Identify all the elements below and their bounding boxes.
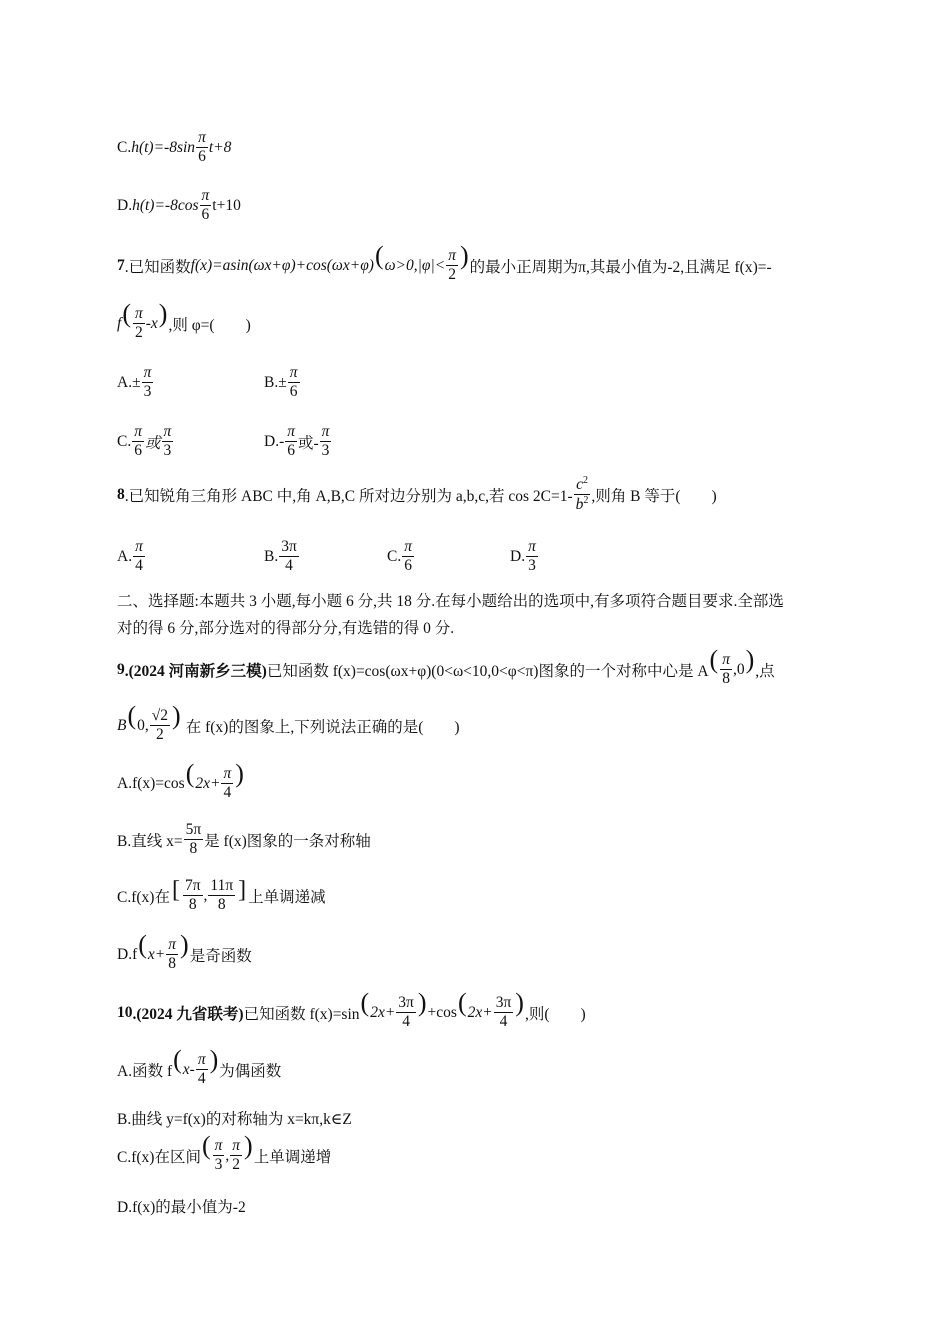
question-number: 9	[117, 660, 125, 678]
fraction: $\frac{\pi}{2}$	[134, 305, 143, 342]
section-heading: 二、选择题:本题共 3 小题,每小题 6 分,共 18 分.在每小题给出的选项中,有多项符合题目要求.全部选 对的得 6 分,部分选对的得部分分,有选错的得 0 分.	[117, 593, 784, 637]
question-number: 7	[117, 256, 125, 274]
option-c: C. $\frac{\pi}{6}$	[387, 538, 412, 575]
q8-stem: 8 .已知锐角三角形 ABC 中,角 A,B,C 所对边分别为 a,b,c,若 cos 2C=1- $\frac{c^2}{b^2}$ ,则角 B 等于( )	[117, 475, 717, 514]
q9-option-a: A.f(x)=cos ( 2x+ $\frac{\pi}{4}$ )	[117, 758, 244, 802]
fraction: $\frac{√2}{2}$	[151, 707, 169, 744]
q7-options-ab	[117, 365, 301, 401]
option-a: A. $\frac{\pi}{4}$	[117, 538, 143, 575]
q10-option-b: B.曲线 y=f(x)的对称轴为 x=kπ,k∈Z	[117, 1111, 352, 1128]
q6-option-d: D. h(t)=-8cos $\frac{\pi}{6}$ t+10	[117, 187, 241, 224]
q8-options	[117, 539, 539, 575]
question-source: .(2024 河南新乡三模)	[124, 662, 267, 680]
fraction: $\frac{\pi}{6}$	[201, 187, 210, 224]
fraction: $\frac{\pi}{8}$	[168, 936, 177, 973]
question-source: .(2024 九省联考)	[132, 1005, 244, 1023]
q10-option-d: D.f(x)的最小值为-2	[117, 1199, 246, 1216]
q9-option-b: B.直线 x= $\frac{5\pi}{8}$ 是 f(x)图象的一条对称轴	[117, 821, 371, 858]
fraction: $\frac{\pi}{8}$	[722, 651, 730, 688]
fraction: $\frac{\pi}{6}$	[198, 129, 206, 166]
q10-option-c: C.f(x)在区间 ( $\frac{\pi}{3}$ , $\frac{\pi}{2}$ ) 上单调递增	[117, 1130, 332, 1174]
q10-option-a: A.函数 f ( x- $\frac{\pi}{4}$ ) 为偶函数	[117, 1044, 282, 1088]
q9-option-d: D.f ( x+ $\frac{\pi}{8}$ ) 是奇函数	[117, 929, 252, 973]
option-d: D. $\frac{\pi}{3}$	[510, 538, 536, 575]
question-number: 10	[117, 1003, 133, 1021]
q9-stem-line1: 9 .(2024 河南新乡三模) 已知函数 f(x)=cos(ωx+φ)(0<ω<10,0<φ<π)图象的一个对称中心是 A ( $\frac{\pi}{8}$ ,0 ) ,点	[117, 644, 775, 688]
fraction: $\frac{\pi}{4}$	[197, 1051, 206, 1088]
fraction: $\frac{11\pi}{8}$	[210, 877, 234, 914]
option-a: A.± $\frac{\pi}{3}$	[117, 364, 152, 401]
q7-stem-line2: f ( $\frac{\pi}{2}$ -x ) ,则 φ=( )	[117, 298, 251, 342]
fraction: $\frac{3\pi}{4}$	[398, 994, 414, 1031]
fraction: $\frac{5\pi}{8}$	[185, 821, 202, 858]
option-d: D.- $\frac{\pi}{6}$ 或- $\frac{\pi}{3}$	[264, 423, 330, 460]
q9-option-c: C.f(x)在 [ $\frac{7\pi}{8}$ , $\frac{11\pi}{8}$ ] 上单调递减	[117, 876, 326, 914]
q7-options-cd	[117, 424, 332, 460]
question-number: 8	[117, 485, 125, 503]
fraction: $\frac{\pi}{2}$	[448, 247, 456, 284]
q6-option-c: C. h(t)=-8sin $\frac{\pi}{6}$ t+8	[117, 129, 232, 166]
fraction: $\frac{3\pi}{4}$	[495, 994, 512, 1031]
fraction: $\frac{\pi}{3}$	[214, 1137, 223, 1174]
fraction: $\frac{c^2}{b^2}$	[575, 475, 589, 514]
q9-stem-line2: B ( 0, $\frac{√2}{2}$ ) 在 f(x)的图象上,下列说法正确的是( )	[117, 700, 460, 744]
option-b: B. $\frac{3\pi}{4}$	[264, 538, 297, 575]
q7-stem-line1: 7 .已知函数 f(x)=asin(ωx+φ)+cos(ωx+φ) ( ω>0,|φ|< $\frac{\pi}{2}$ ) 的最小正周期为π,其最小值为-2,且满足 f(x)=-	[117, 240, 772, 284]
fraction: $\frac{7\pi}{8}$	[184, 877, 201, 914]
q10-stem: 10 .(2024 九省联考) 已知函数 f(x)=sin ( 2x+ $\frac{3\pi}{4}$ ) +cos ( 2x+ $\frac{3\pi}{4}$ ) ,则( )	[117, 987, 586, 1031]
option-c: C. $\frac{\pi}{6}$ 或 $\frac{\pi}{3}$	[117, 423, 172, 460]
fraction: $\frac{\pi}{4}$	[223, 765, 232, 802]
fraction: $\frac{\pi}{2}$	[232, 1137, 241, 1174]
option-b: B.± $\frac{\pi}{6}$	[264, 364, 298, 401]
